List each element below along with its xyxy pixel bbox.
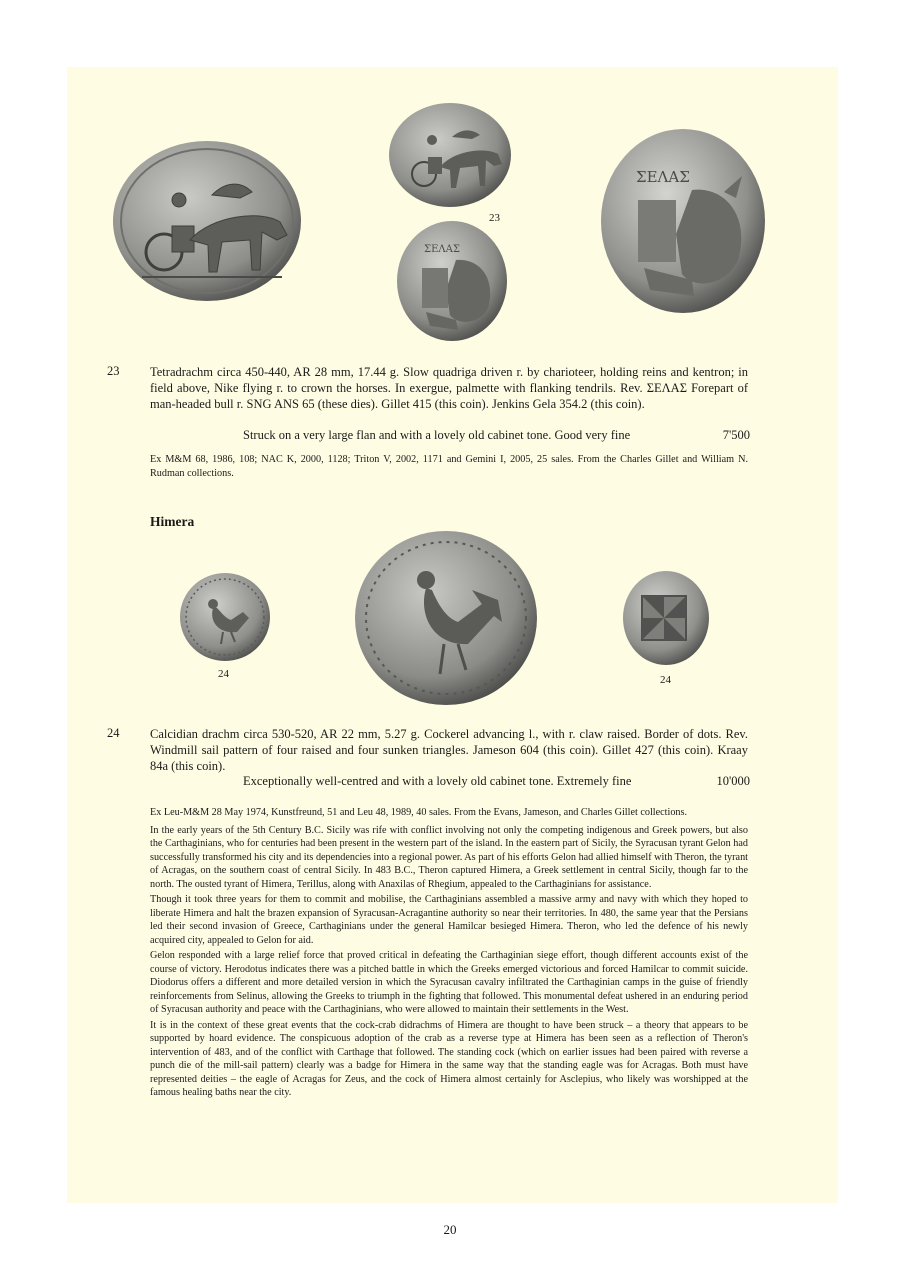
image-label-24-right: 24 — [660, 674, 671, 686]
lot-number-24: 24 — [107, 726, 120, 740]
lot-23-verdict: Struck on a very large flan and with a lovely old cabinet tone. Good very fine — [243, 428, 631, 442]
section-heading: Himera — [150, 514, 195, 529]
lot-24-description — [150, 726, 748, 774]
coin-23-reverse — [396, 220, 508, 342]
lot-24-paragraph-4: It is in the context of these great events that the cock-crab didrachms of Himera are thought to have been struck – a theory that appears to be supported by hoard evidence. The conspicuous adoption of the crab as a reverse type at Himera has been seen as a reflection of Theron's intervention of 483, and of the conflict with Carthage that followed. The standing cock (which on earlier issues had been paired with reverse a punch die of the mill-sail pattern) clearly was a badge for Himera in the same way that the standing eagle was for Acragas. Both must have represented deities – the eagle of Acragas for Zeus, and the cock of Himera almost certainly for Asclepius, who likely was worshipped at the famous healing baths near the city. — [150, 1019, 748, 1098]
page-number: 20 — [443, 1222, 457, 1237]
lot-23-description-text: Tetradrachm circa 450-440, AR 28 mm, 17.44 g. Slow quadriga driven r. by charioteer, holding reins and kentron; in field above, Nike flying r. to crown the horses. In exergue, palmette with flanking tendrils. Rev. ΣΕΛΑΣ Forepart of man-headed bull r. SNG ANS 65 (these dies). Gillet 415 (this coin). Jenkins Gela 354.2 (this coin). — [150, 365, 748, 411]
image-label-24-left: 24 — [218, 668, 229, 680]
coin-24-reverse — [622, 570, 710, 666]
coin-24-obverse-enlarged — [354, 530, 538, 706]
lot-24-paragraph-3: Gelon responded with a large relief force that proved critical in defeating the Carthaginian siege effort, though different accounts exist of the course of victory. Herodotus indicates there was a pitched battle in which the Greeks emerged victorious and forced Hamilcar to commit suicide. Diodorus offers a different and more detailed version in which the Syracusan cavalry infiltrated the Carthaginian camps in the guise of friendly reinforcements from Selinus, allowing the Greeks to triumph in the fighting that followed. This monumental defeat ushered in an enduring period of Syracusan authority and peace with the Carthaginians, who were allowed to maintain their settlements in the West. — [150, 950, 748, 1015]
coin-24-obverse — [179, 572, 271, 662]
lot-23-provenance-text: Ex M&M 68, 1986, 108; NAC K, 2000, 1128; Triton V, 2002, 1171 and Gemini I, 2005, 25 sales. From the Charles Gillet and William N. Rudman collections. — [150, 454, 748, 479]
coin-23-obverse-enlarged — [112, 140, 302, 302]
coin-23-reverse-enlarged — [600, 128, 766, 314]
lot-23-price: 7'500 — [722, 428, 750, 442]
lot-24-price: 10'000 — [716, 774, 750, 788]
lot-24-provenance-text: Ex Leu-M&M 28 May 1974, Kunstfreund, 51 and Leu 48, 1989, 40 sales. From the Evans, Jameson, and Charles Gillet collections. — [150, 807, 688, 818]
lot-number-23: 23 — [107, 364, 120, 378]
coin-23-obverse — [388, 102, 512, 208]
lot-24-description-text: Calcidian drachm circa 530-520, AR 22 mm, 5.27 g. Cockerel advancing l., with r. claw raised. Border of dots. Rev. Windmill sail pattern of four raised and four sunken triangles. Jameson 604 (this coin). Gillet 427 (this coin). Kraay 84a (this coin). — [150, 727, 748, 773]
lot-24-paragraph-1: In the early years of the 5th Century B.C. Sicily was rife with conflict involving not only the competing indigenous and Greek powers, but also the Carthaginians, who for centuries had been present in the western part of the island. In the eastern part of Sicily, the Syracusan tyrant Gelon had successfully transformed his city and its dependencies into a regional power. As part of his efforts Gelon had allied himself with Theron, the tyrant of Acragas, on the southern coast of central Sicily. In 483 B.C., Theron captured Himera, a Greek settlement in central Sicily, though far to the north. The ousted tyrant of Himera, Terillus, along with Anaxilas of Rhegium, appealed to the Carthaginians for assistance. — [150, 824, 748, 890]
lot-24-paragraph-2: Though it took three years for them to commit and mobilise, the Carthaginians assembled a massive army and navy with which they hoped to liberate Himera and halt the brazen expansion of Syracusan-Acragantine authority so near their territories. In 480, the same year that the Persians led their second invasion of Greece, Carthaginians under the general Hamilcar besieged Himera. Theron, who led the defence of his newly acquired city, appealed to Gelon for aid. — [150, 894, 748, 946]
lot-24-verdict: Exceptionally well-centred and with a lovely old cabinet tone. Extremely fine — [243, 774, 632, 788]
lot-23-description — [150, 364, 748, 412]
lot-23-provenance — [150, 453, 748, 482]
svg-text:ΣΕΛΑΣ: ΣΕΛΑΣ — [424, 244, 460, 255]
svg-text:ΣΕΛΑΣ: ΣΕΛΑΣ — [636, 168, 690, 186]
image-label-23: 23 — [489, 212, 500, 224]
lot-24-notes — [150, 806, 748, 1102]
